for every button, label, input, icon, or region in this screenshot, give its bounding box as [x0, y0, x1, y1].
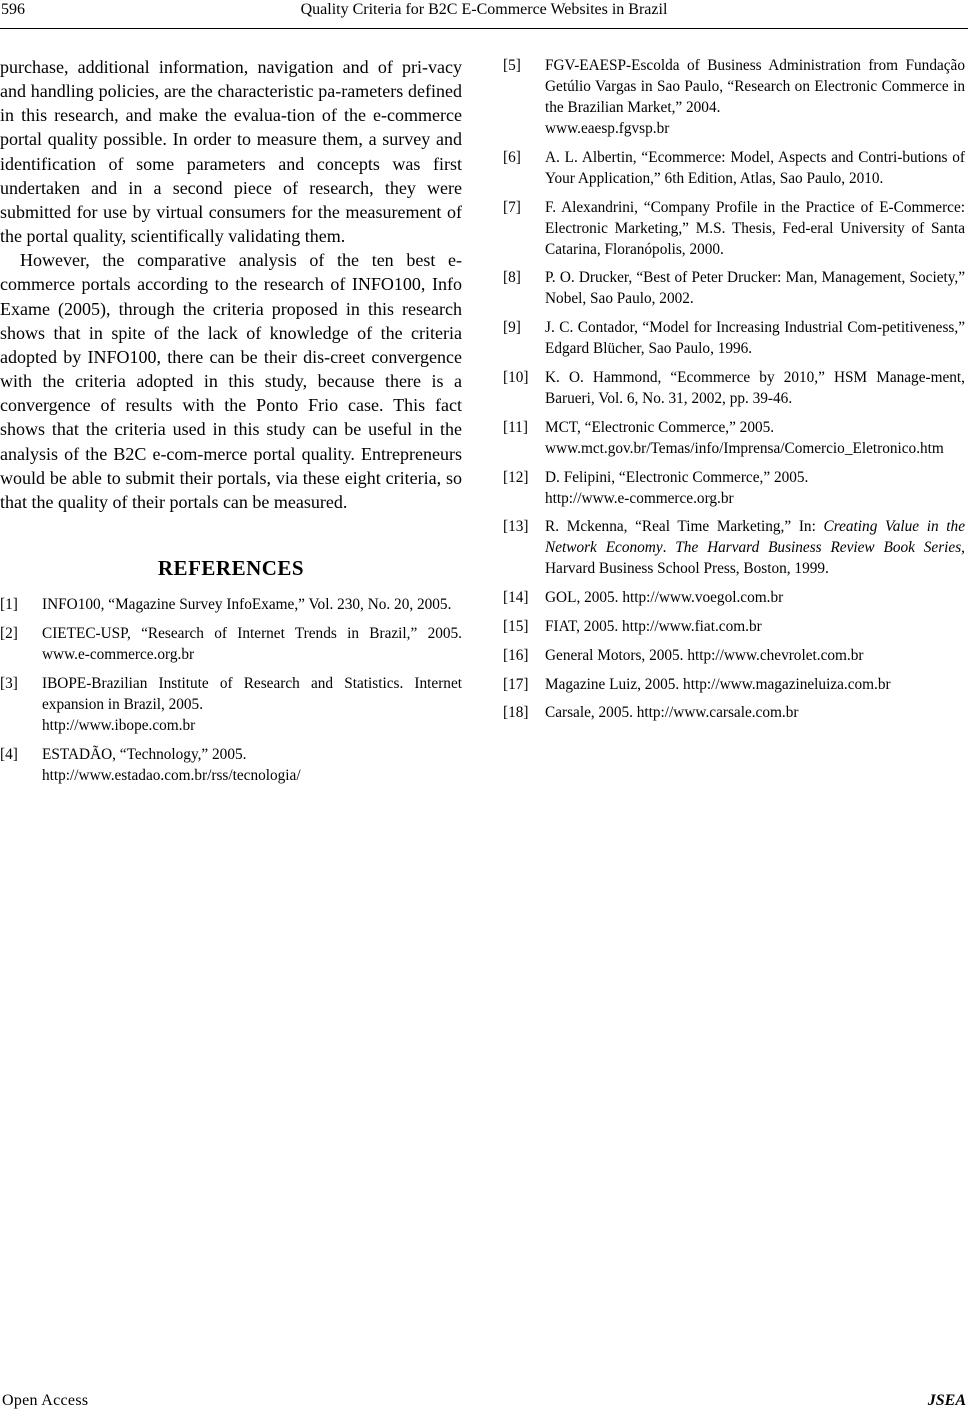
reference-url[interactable]: http://www.ibope.com.br [42, 716, 196, 734]
reference-url[interactable]: www.mct.gov.br/Temas/info/Imprensa/Comercio_Eletronico.htm [545, 439, 944, 457]
reference-text: FIAT, 2005. http://www.fiat.com.br [545, 617, 762, 635]
reference-item [503, 317, 965, 359]
reference-item [503, 267, 965, 309]
reference-text-part: , Harvard Business School Press, Boston, 1999. [545, 539, 965, 578]
reference-number: [2] [0, 624, 18, 642]
reference-number: [3] [0, 674, 18, 692]
reference-number: [1] [0, 595, 18, 613]
reference-number: [6] [503, 148, 521, 166]
reference-item [503, 616, 965, 637]
reference-url[interactable]: http://www.e-commerce.org.br [545, 489, 734, 507]
reference-text: MCT, “Electronic Commerce,” 2005. [545, 418, 775, 436]
reference-number: [9] [503, 319, 521, 337]
reference-number: [4] [0, 745, 18, 763]
reference-text: Carsale, 2005. http://www.carsale.com.br [545, 704, 799, 722]
page-header [0, 0, 968, 29]
reference-text: Magazine Luiz, 2005. http://www.magazineluiza.com.br [545, 675, 891, 693]
reference-item [503, 702, 965, 723]
page-number: 596 [1, 1, 25, 18]
reference-item [503, 516, 965, 579]
reference-number: [7] [503, 198, 521, 216]
reference-item [503, 674, 965, 695]
reference-text: IBOPE-Brazilian Institute of Research and Statistics. Internet expansion in Brazil, 2005. [42, 674, 462, 713]
reference-number: [13] [503, 518, 529, 536]
reference-text: F. Alexandrini, “Company Profile in the Practice of E-Commerce: Electronic Marketing,” M.S. Thesis, Fed-eral University of Santa Catarina, Floranópolis, 2000. [545, 198, 965, 258]
reference-text: ESTADÃO, “Technology,” 2005. [42, 745, 247, 763]
reference-text: CIETEC-USP, “Research of Internet Trends in Brazil,” 2005. www.e-commerce.org.br [42, 624, 462, 663]
reference-item [503, 367, 965, 409]
reference-number: [16] [503, 646, 529, 664]
reference-series-title: The Harvard Business Review Book Series [675, 539, 962, 557]
body-paragraph: However, the comparative analysis of the ten best e-commerce portals according to the research of INFO100, Info Exame (2005), through the criteria proposed in this research shows that in spite of the lack of knowledge of the criteria adopted by INFO100, there can be their dis-creet convergence with the criteria adopted in this study, because there is a convergence of results with the Ponto Frio case. This fact shows that the criteria used in this study can be useful in the analysis of the B2C e-com-merce portal quality. Entrepreneurs would be able to submit their portals, via these eight criteria, so that the quality of their portals can be measured. [0, 250, 462, 512]
running-title: Quality Criteria for B2C E-Commerce Websites in Brazil [300, 1, 668, 18]
left-column [0, 55, 462, 794]
reference-url[interactable]: www.eaesp.fgvsp.br [545, 120, 670, 137]
reference-url[interactable]: http://www.estadao.com.br/rss/tecnologia/ [42, 766, 301, 784]
reference-item [0, 623, 462, 665]
body-text [0, 55, 462, 514]
reference-item [0, 594, 462, 615]
page-footer [0, 1392, 968, 1412]
reference-text: GOL, 2005. http://www.voegol.com.br [545, 589, 784, 607]
reference-text: J. C. Contador, “Model for Increasing Industrial Com-petitiveness,” Edgard Blücher, Sao Paulo, 1996. [545, 319, 965, 358]
reference-number: [15] [503, 617, 529, 635]
reference-text [545, 516, 965, 579]
reference-number: [18] [503, 704, 529, 722]
reference-text: FGV-EAESP-Escolda of Business Administration from Fundação Getúlio Vargas in Sao Paulo, “Research on Electronic Commerce in the Brazilian Market,” 2004. [545, 57, 965, 116]
reference-text: INFO100, “Magazine Survey InfoExame,” Vol. 230, No. 20, 2005. [42, 595, 452, 613]
reference-number: [12] [503, 468, 529, 486]
reference-number: [17] [503, 675, 529, 693]
reference-text: General Motors, 2005. http://www.chevrolet.com.br [545, 646, 864, 664]
reference-text: K. O. Hammond, “Ecommerce by 2010,” HSM Manage-ment, Barueri, Vol. 6, No. 31, 2002, pp. 39-46. [545, 368, 965, 407]
reference-text-part: R. Mckenna, “Real Time Marketing,” In: [545, 518, 824, 536]
reference-number: [11] [503, 418, 528, 436]
reference-list [503, 55, 965, 723]
reference-book-title: Creating Value in the Network Economy [545, 518, 965, 557]
reference-text: D. Felipini, “Electronic Commerce,” 2005. [545, 468, 809, 486]
reference-text-part: . [662, 539, 676, 557]
reference-text: P. O. Drucker, “Best of Peter Drucker: Man, Management, Society,” Nobel, Sao Paulo, 2002. [545, 269, 965, 308]
reference-item [503, 55, 965, 139]
reference-item [503, 467, 965, 509]
footer-journal-abbrev: JSEA [927, 1392, 966, 1409]
body-paragraph: purchase, additional information, navigation and of pri-vacy and handling policies, are the characteristic pa-rameters defined in this research, and make the evalua-tion of the e-commerce portal quality possible. In order to measure them, a survey and identification of some parameters and concepts was first undertaken and in a second piece of research, they were submitted for use by virtual consumers for the measurement of the portal quality, scientifically validating them. [0, 57, 462, 247]
reference-number: [10] [503, 368, 529, 386]
footer-open-access: Open Access [2, 1392, 89, 1409]
reference-list [0, 594, 462, 786]
reference-number: [5] [503, 57, 521, 74]
reference-item [503, 417, 965, 459]
reference-item [503, 645, 965, 666]
reference-item [503, 587, 965, 608]
reference-item [503, 147, 965, 189]
reference-text: A. L. Albertin, “Ecommerce: Model, Aspects and Contri-butions of Your Application,” 6th Edition, Atlas, Sao Paulo, 2010. [545, 148, 965, 187]
right-column [503, 55, 965, 731]
reference-item [0, 673, 462, 736]
references-heading: REFERENCES [157, 555, 305, 580]
reference-item [0, 744, 462, 786]
reference-number: [14] [503, 589, 529, 607]
reference-number: [8] [503, 269, 521, 287]
reference-item [503, 197, 965, 260]
